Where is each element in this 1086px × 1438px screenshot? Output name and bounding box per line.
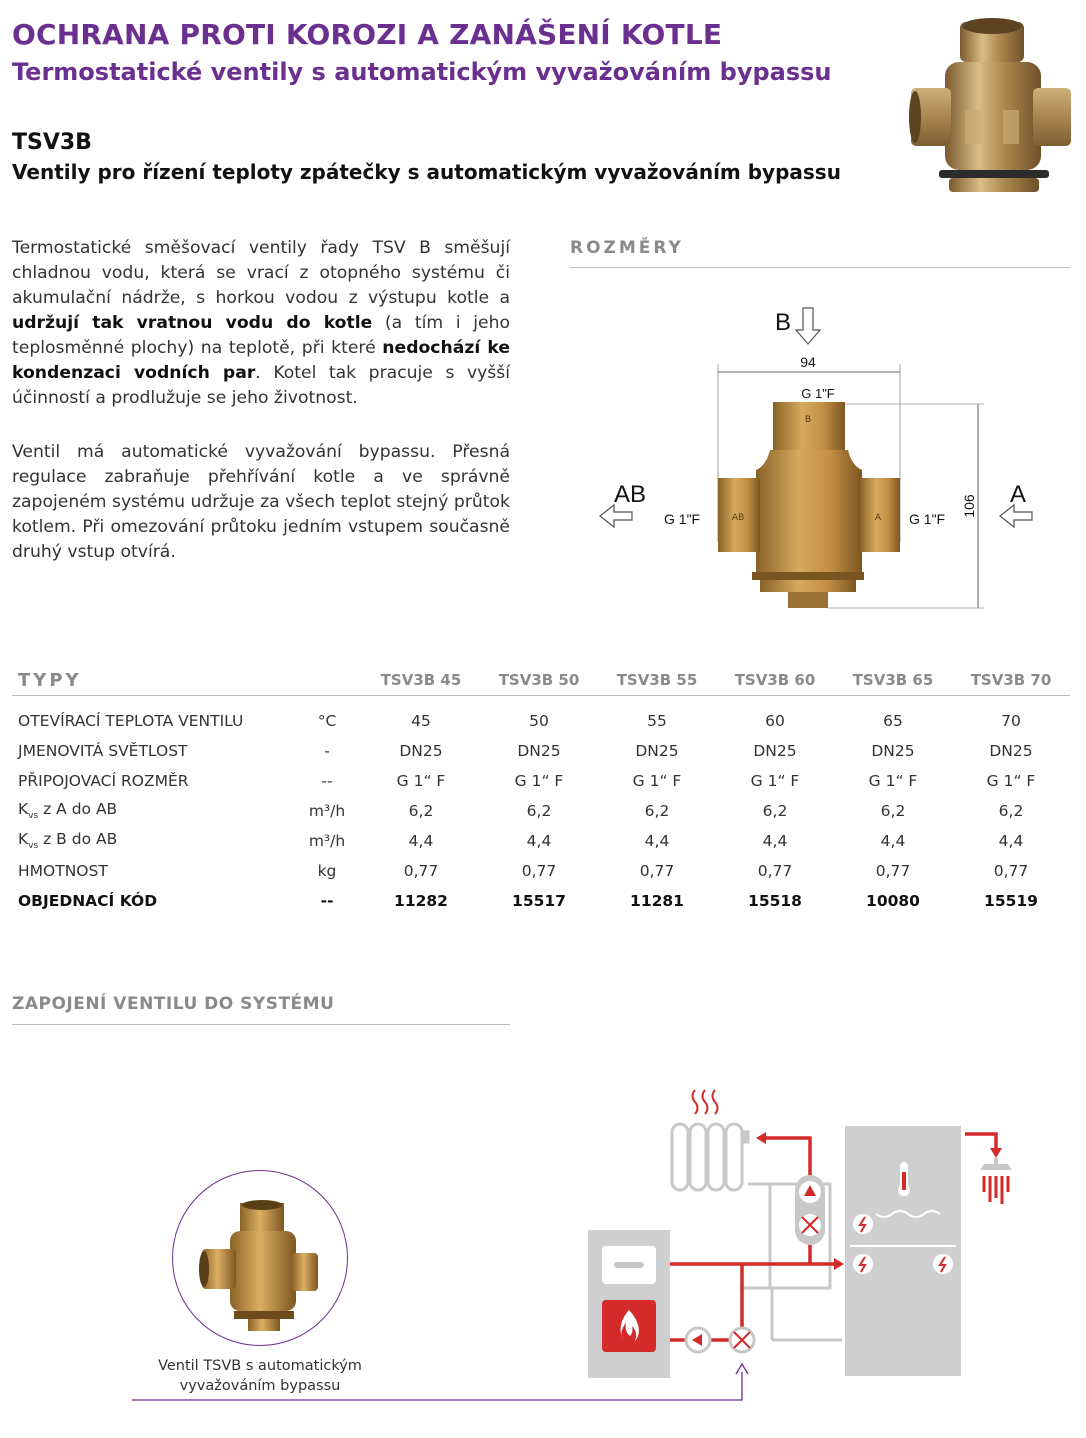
caption-line: vyvažováním bypassu xyxy=(179,1378,341,1394)
table-cell: G 1“ F xyxy=(750,772,800,790)
shower-icon xyxy=(980,1158,1012,1204)
table-cell: 6,2 xyxy=(526,802,552,820)
storage-tank xyxy=(845,1126,961,1376)
intro-paragraph-2: Ventil má automatické vyvažování bypassu. Přesná regulace zabraňuje přehřívání kotle a ve správně zapojeném systému udržuje za všech teplot stejný průtok kotlem. Při omezování průtoku jedním vstupem současně druhý vstup otvírá. xyxy=(12,442,510,562)
table-row xyxy=(12,736,1070,766)
width-dimension: 94 xyxy=(800,354,816,370)
valve-top-port xyxy=(773,402,845,452)
arrow-right-icon xyxy=(834,1258,844,1270)
valve-product-image xyxy=(905,14,1075,200)
table-cell: 55 xyxy=(647,712,667,730)
row-label: OTEVÍRACÍ TEPLOTA VENTILU xyxy=(18,712,244,730)
arrow-left-icon xyxy=(600,505,632,527)
intro-text: Termostatické směšovací ventily řady TSV B směšují chladnou vodu, která se vrací z otopného systému či akumulační nádrže, s horkou vodou z výstupu kotle a xyxy=(12,238,510,308)
port-a-label: A xyxy=(1010,481,1027,508)
connection-title: ZAPOJENÍ VENTILU DO SYSTÉMU xyxy=(12,994,335,1014)
thread-top-label: G 1"F xyxy=(801,386,835,401)
arrow-left-icon xyxy=(1000,505,1032,527)
row-label: HMOTNOST xyxy=(18,862,108,880)
valve-detail-image xyxy=(190,1195,330,1335)
row-unit: -- xyxy=(321,772,333,790)
table-cell: DN25 xyxy=(635,742,679,760)
column-header: TSV3B 60 xyxy=(716,665,834,696)
intro-text: (a tím i jeho teplosměnné plochy) na teplotě, při které xyxy=(12,313,510,358)
table-cell: 4,4 xyxy=(880,832,906,850)
valve-bottom xyxy=(760,580,856,592)
row-label-sub: vs xyxy=(28,841,39,852)
row-label xyxy=(12,796,292,826)
types-header-row xyxy=(12,665,1070,696)
table-cell: 6,2 xyxy=(998,802,1024,820)
system-diagram xyxy=(580,1080,1050,1380)
table-cell: 6,2 xyxy=(408,802,434,820)
intro-paragraph-1 xyxy=(12,236,510,411)
table-cell: 10080 xyxy=(866,892,920,910)
types-title: TYPY xyxy=(12,665,292,696)
dimensions-title: ROZMĚRY xyxy=(570,238,684,258)
table-cell: DN25 xyxy=(989,742,1033,760)
table-row xyxy=(12,856,1070,886)
column-header: TSV3B 45 xyxy=(362,665,480,696)
connection-divider xyxy=(12,1024,510,1025)
table-cell: 60 xyxy=(765,712,785,730)
table-cell: 0,77 xyxy=(757,862,793,880)
intro-text: . Kotel tak pracuje s vyšší účinností a prodlužuje se jeho životnost. xyxy=(12,363,510,408)
row-unit: m³/h xyxy=(308,802,346,820)
dimensions-drawing xyxy=(570,280,1070,630)
thread-right-label: G 1"F xyxy=(909,511,946,527)
types-table xyxy=(12,665,1070,916)
table-cell: 6,2 xyxy=(880,802,906,820)
table-cell: 6,2 xyxy=(644,802,670,820)
table-cell: 15519 xyxy=(984,892,1038,910)
row-label: JMENOVITÁ SVĚTLOST xyxy=(18,742,188,760)
valve-body xyxy=(756,450,862,572)
port-b-label: B xyxy=(775,309,792,336)
valve-ring xyxy=(752,572,864,580)
table-cell: 15518 xyxy=(748,892,802,910)
row-label-k: K xyxy=(18,830,29,849)
row-unit: m³/h xyxy=(308,832,346,850)
product-description: Ventily pro řízení teploty zpátečky s automatickým vyvažováním bypassu xyxy=(12,160,841,184)
body-mark-right: A xyxy=(874,513,882,523)
table-cell: 6,2 xyxy=(762,802,788,820)
row-label-k: K xyxy=(18,800,29,819)
row-unit: - xyxy=(324,742,330,760)
table-row xyxy=(12,826,1070,856)
dimensions-divider xyxy=(570,267,1070,268)
radiator-icon xyxy=(672,1124,748,1190)
table-cell: 45 xyxy=(411,712,431,730)
row-label xyxy=(12,826,292,856)
table-cell: 4,4 xyxy=(644,832,670,850)
column-header: TSV3B 70 xyxy=(952,665,1070,696)
table-row xyxy=(12,706,1070,736)
table-cell: 0,77 xyxy=(993,862,1029,880)
table-cell: 4,4 xyxy=(526,832,552,850)
table-row xyxy=(12,766,1070,796)
table-cell: G 1“ F xyxy=(632,772,682,790)
table-cell: G 1“ F xyxy=(514,772,564,790)
arrow-down-icon xyxy=(990,1148,1002,1158)
table-cell: 70 xyxy=(1001,712,1021,730)
table-cell: 65 xyxy=(883,712,903,730)
arrow-down-icon xyxy=(796,308,820,344)
caption-line: Ventil TSVB s automatickým xyxy=(158,1358,362,1374)
table-cell: 4,4 xyxy=(762,832,788,850)
page-title: OCHRANA PROTI KOROZI A ZANÁŠENÍ KOTLE xyxy=(12,18,723,51)
table-cell: 0,77 xyxy=(403,862,439,880)
row-label: OBJEDNACÍ KÓD xyxy=(18,892,158,910)
table-cell: G 1“ F xyxy=(986,772,1036,790)
page-subtitle: Termostatické ventily s automatickým vyvažováním bypassu xyxy=(12,58,832,86)
intro-highlight-2: nedochází ke kondenzaci vodních par xyxy=(12,338,510,383)
table-cell: 4,4 xyxy=(998,832,1024,850)
row-unit: °C xyxy=(317,712,337,730)
unit-column-header xyxy=(292,665,362,696)
row-unit: -- xyxy=(320,892,334,910)
table-cell: DN25 xyxy=(399,742,443,760)
row-unit: kg xyxy=(317,862,337,880)
table-cell: 50 xyxy=(529,712,549,730)
table-cell: 0,77 xyxy=(639,862,675,880)
height-dimension: 106 xyxy=(961,494,977,518)
column-header: TSV3B 55 xyxy=(598,665,716,696)
table-cell: G 1“ F xyxy=(868,772,918,790)
valve-bottom-cap xyxy=(788,592,828,608)
table-cell: DN25 xyxy=(753,742,797,760)
pump-pair xyxy=(795,1175,825,1245)
intro-highlight-1: udržují tak vratnou vodu do kotle xyxy=(12,313,373,333)
heat-waves-icon xyxy=(693,1090,718,1114)
port-ab-label: AB xyxy=(614,481,647,508)
table-cell: 0,77 xyxy=(521,862,557,880)
table-cell: 4,4 xyxy=(408,832,434,850)
table-cell: 11282 xyxy=(394,892,448,910)
row-label-rest: z B do AB xyxy=(38,830,118,849)
body-mark-top: B xyxy=(804,415,812,425)
column-header: TSV3B 65 xyxy=(834,665,952,696)
table-cell: DN25 xyxy=(517,742,561,760)
row-label: PŘIPOJOVACÍ ROZMĚR xyxy=(18,772,189,790)
row-label-sub: vs xyxy=(28,811,39,822)
product-model: TSV3B xyxy=(12,130,92,155)
table-row xyxy=(12,796,1070,826)
row-label-rest: z A do AB xyxy=(38,800,118,819)
column-header: TSV3B 50 xyxy=(480,665,598,696)
table-row xyxy=(12,886,1070,916)
thread-left-label: G 1"F xyxy=(664,511,701,527)
table-cell: 15517 xyxy=(512,892,566,910)
table-cell: G 1“ F xyxy=(396,772,446,790)
table-cell: DN25 xyxy=(871,742,915,760)
table-cell: 11281 xyxy=(630,892,684,910)
arrow-left-icon xyxy=(756,1132,766,1144)
boiler-icon xyxy=(588,1230,670,1378)
table-cell: 0,77 xyxy=(875,862,911,880)
body-mark-left: AB xyxy=(731,513,745,523)
